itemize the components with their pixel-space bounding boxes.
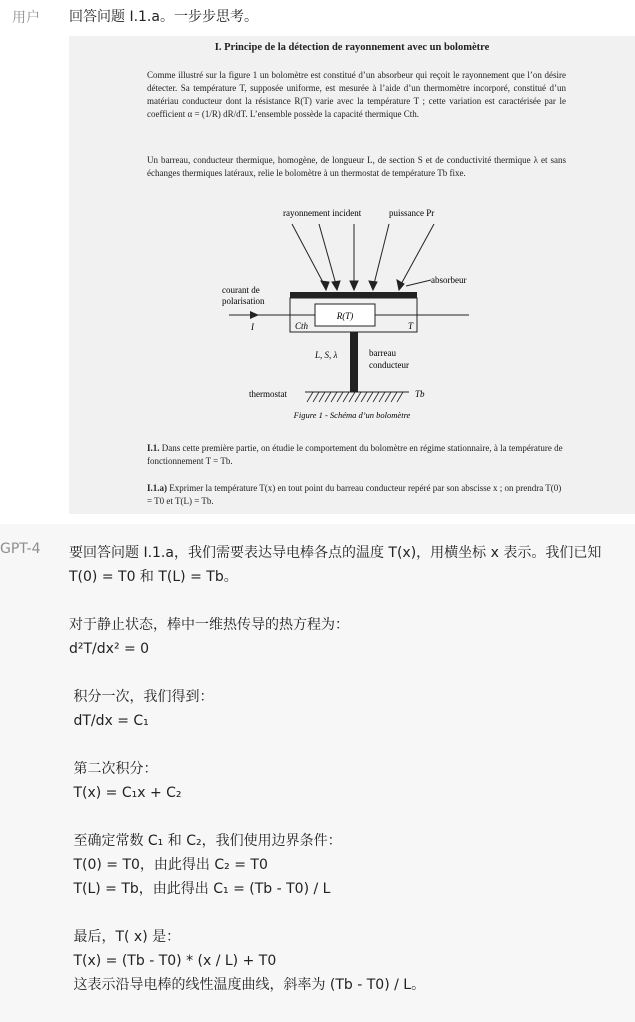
label-t: T (408, 321, 414, 331)
attached-document-image (69, 36, 635, 514)
assistant-speaker-label: GPT-4 (0, 541, 41, 557)
label-bar-2: conducteur (369, 360, 409, 370)
question-i1a (147, 482, 566, 508)
question-i1 (147, 442, 566, 468)
label-tb: Tb (415, 389, 425, 399)
question-i1-text: Dans cette première partie, on étudie le comportement du bolomètre en régime stationnaire, à la température de fonctionnement T = Tb. (147, 443, 563, 466)
label-rt: R(T) (336, 311, 354, 321)
absorber-pointer (406, 280, 431, 286)
current-arrow (250, 311, 259, 319)
figure-caption: Figure 1 - Schéma d’un bolomètre (293, 410, 411, 420)
radiation-arrows (292, 224, 434, 290)
user-prompt-text: 回答问题 I.1.a。一步步思考。 (69, 9, 258, 25)
document-paragraph-2: Un barreau, conducteur thermique, homogène, de longueur L, de section S et de conductivité thermique λ et sans échanges thermiques latéraux, relie le bolomètre à un thermostat de température Tb fixe. (147, 155, 566, 178)
bolometer-figure (69, 204, 635, 444)
conductor-bar (350, 332, 358, 392)
answer-blank-line (69, 733, 625, 757)
document-heading: I. Principe de la détection de rayonnement avec un bolomètre (214, 42, 490, 53)
question-i1a-text: Exprimer la température T(x) en tout point du barreau conducteur repéré par son abscisse x ; on prendra T(0) = T0 et T(L) = Tb. (147, 483, 562, 506)
thermostat-hatching (307, 392, 403, 402)
label-thermostat: thermostat (249, 389, 287, 399)
answer-line: d²T/dx² = 0 (69, 641, 150, 657)
user-speaker-label: 用户 (12, 10, 40, 26)
answer-blank-line (69, 805, 625, 829)
label-lsl: L, S, λ (315, 350, 338, 360)
answer-blank-line (69, 901, 625, 925)
answer-line: 这表示沿导电棒的线性温度曲线，斜率为 (Tb - T0) / L。 (69, 977, 426, 993)
assistant-message-row (0, 524, 635, 1022)
label-cth: Cth (295, 321, 309, 331)
answer-line: 要回答问题 I.1.a，我们需要表达导电棒各点的温度 T(x)，用横坐标 x 表示。我们已知 T(0) = T0 和 T(L) = Tb。 (69, 545, 606, 585)
document-paragraph-1: Comme illustré sur la figure 1 un bolomètre est constitué d’un absorbeur qui reçoit le rayonnement que l’on désire détecter. Sa température T, supposée uniforme, est mesurée à l’aide d’un thermomètre incorporé, constitué d’un matériau conducteur dont la résistance R(T) varie avec la température T ; cette variation est caractérisée par le coefficient α = (1/R) dR/dT. L’ensemble possède la capacité thermique Cth. (147, 70, 566, 119)
label-bar-1: barreau (369, 348, 396, 358)
label-current-2: polarisation (222, 296, 265, 306)
label-i: I (251, 322, 254, 332)
answer-line: 至确定常数 C₁ 和 C₂，我们使用边界条件： (69, 833, 342, 849)
answer-line: T(L) = Tb，由此得出 C₁ = (Tb - T0) / L (69, 881, 331, 897)
answer-blank-line (69, 589, 625, 613)
question-i1-label: I.1. (147, 443, 160, 453)
answer-line: T(x) = (Tb - T0) * (x / L) + T0 (69, 953, 277, 969)
answer-line: 积分一次，我们得到： (69, 689, 214, 705)
question-i1a-label: I.1.a) (147, 483, 167, 493)
assistant-answer (69, 541, 625, 997)
answer-line: 第二次积分： (69, 761, 158, 777)
answer-line: T(0) = T0，由此得出 C₂ = T0 (69, 857, 268, 873)
answer-line: T(x) = C₁x + C₂ (69, 785, 182, 801)
label-power: puissance Pr (389, 208, 435, 218)
label-incident: rayonnement incident (283, 208, 362, 218)
label-current-1: courant de (222, 285, 260, 295)
answer-blank-line (69, 661, 625, 685)
answer-line: 对于静止状态，棒中一维热传导的热方程为： (69, 617, 349, 633)
label-absorber: absorbeur (431, 275, 467, 285)
answer-line: dT/dx = C₁ (69, 713, 149, 729)
answer-line: 最后，T( x) 是： (69, 929, 181, 945)
absorber-bar (290, 292, 417, 298)
